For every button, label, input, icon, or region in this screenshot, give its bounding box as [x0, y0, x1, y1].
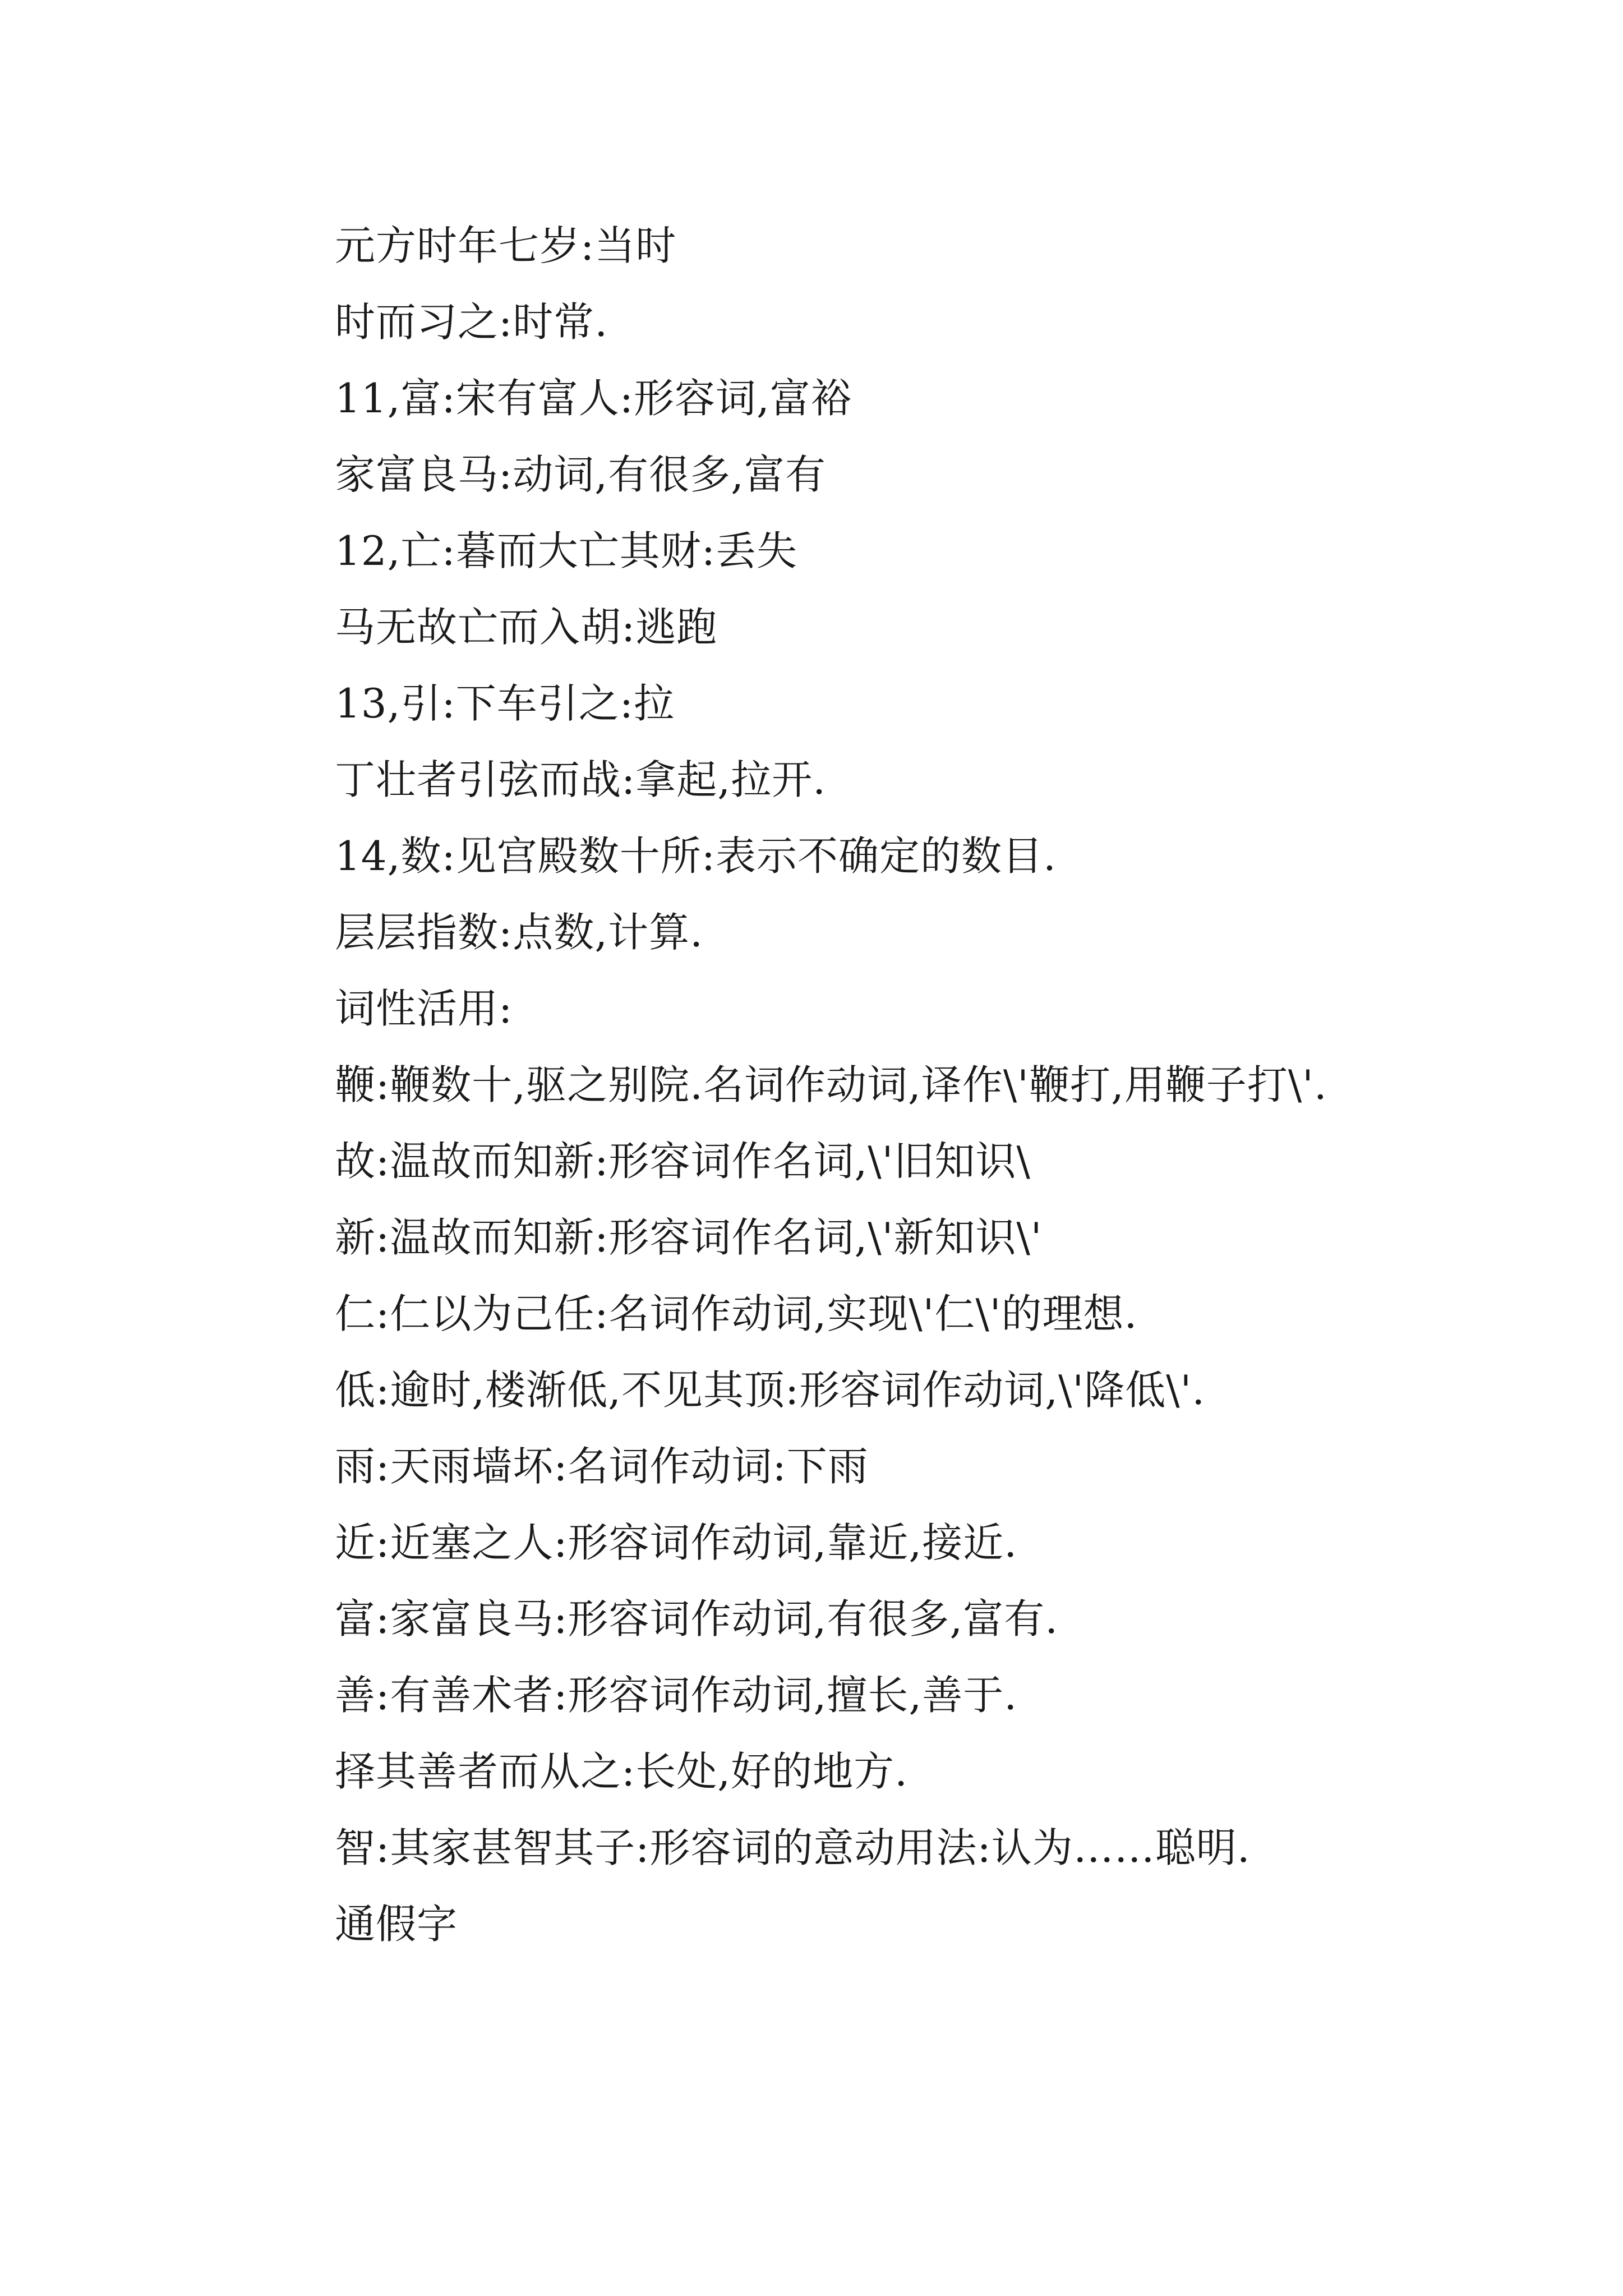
text-line: 12,亡:暮而大亡其财:丢失: [335, 527, 798, 574]
text-line: 13,引:下车引之:拉: [335, 680, 675, 727]
text-line: 智:其家甚智其子:形容词的意动用法:认为……聪明.: [335, 1824, 1251, 1871]
text-line: 善:有善术者:形容词作动词,擅长,善于.: [335, 1672, 1018, 1719]
text-line: 11,富:宋有富人:形容词,富裕: [335, 375, 852, 422]
text-line: 鞭:鞭数十,驱之别院.名词作动词,译作\'鞭打,用鞭子打\'.: [335, 1061, 1327, 1108]
text-line: 低:逾时,楼渐低,不见其顶:形容词作动词,\'降低\'.: [335, 1366, 1206, 1414]
text-line: 通假字: [335, 1901, 458, 1948]
text-line: 近:近塞之人:形容词作动词,靠近,接近.: [335, 1519, 1018, 1566]
text-line: 家富良马:动词,有很多,富有: [335, 451, 827, 498]
body-text: [251, 208, 1389, 1962]
text-line: 仁:仁以为己任:名词作动词,实现\'仁\'的理想.: [335, 1290, 1138, 1337]
text-line: 元方时年七岁:当时: [335, 222, 677, 269]
text-line: 14,数:见宫殿数十所:表示不确定的数目.: [335, 832, 1057, 880]
text-line: 新:温故而知新:形容词作名词,\'新知识\': [335, 1214, 1043, 1261]
text-line: 富:家富良马:形容词作动词,有很多,富有.: [335, 1595, 1059, 1642]
text-line: 丁壮者引弦而战:拿起,拉开.: [335, 756, 827, 803]
text-line: 层层指数:点数,计算.: [335, 909, 704, 956]
text-line: 时而习之:时常.: [335, 298, 608, 346]
text-line: 马无故亡而入胡:逃跑: [335, 604, 718, 651]
text-line: 故:温故而知新:形容词作名词,\'旧知识\: [335, 1138, 1031, 1185]
text-line: 择其善者而从之:长处,好的地方.: [335, 1748, 909, 1795]
text-line: 词性活用:: [335, 985, 513, 1032]
text-line: 雨:天雨墙坏:名词作动词:下雨: [335, 1443, 869, 1490]
